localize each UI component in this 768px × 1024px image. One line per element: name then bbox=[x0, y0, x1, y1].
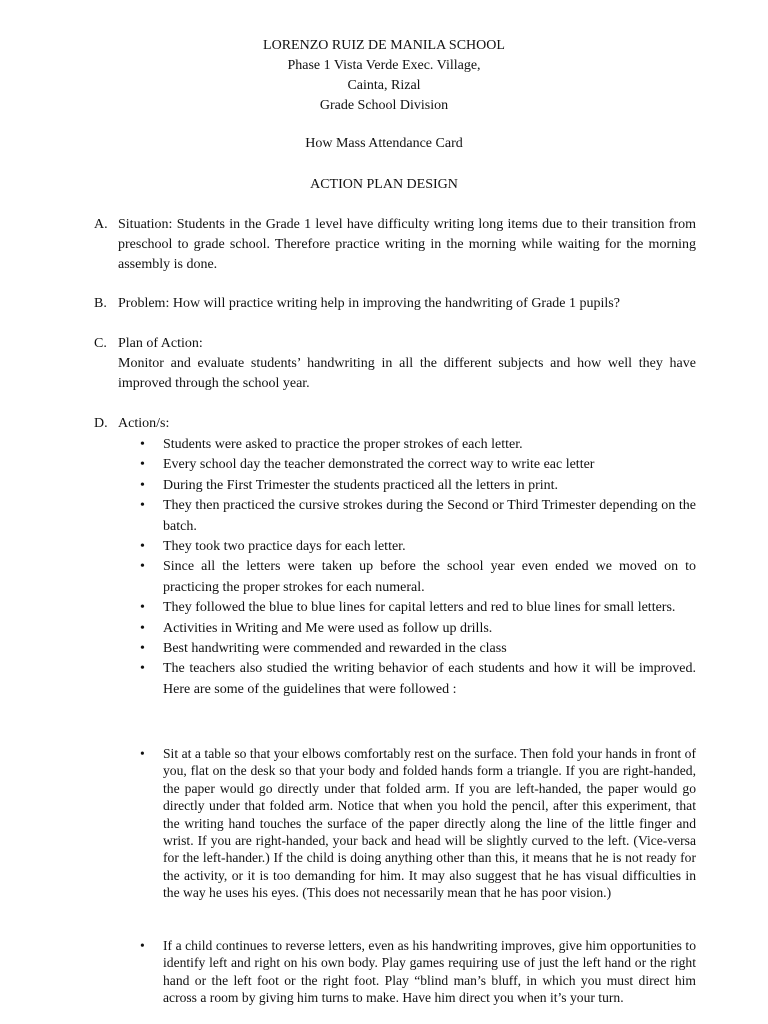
list-item: • Since all the letters were taken up before the school year even ended we moved on to practicing the proper strokes for each numeral. bbox=[140, 559, 696, 595]
list-item: • Students were asked to practice the proper strokes of each letter. bbox=[140, 437, 523, 452]
plan-title: ACTION PLAN DESIGN bbox=[310, 177, 458, 192]
actions-list bbox=[140, 435, 696, 700]
list-item: • Best handwriting were commended and rewarded in the class bbox=[140, 641, 507, 657]
section-a-letter: A. bbox=[94, 217, 108, 232]
school-division: Grade School Division bbox=[319, 98, 449, 113]
bullet: • bbox=[140, 746, 145, 761]
school-address-line-2: Cainta, Rizal bbox=[347, 78, 421, 93]
list-item: • They took two practice days for each letter. bbox=[140, 539, 406, 555]
list-item: • They then practiced the cursive strokes during the Second or Third Trimester depending on the batch. bbox=[140, 498, 696, 534]
guideline-posture bbox=[140, 745, 696, 902]
guideline-posture-text: Sit at a table so that your elbows comfortably rest on the surface. Then fold your hands in front of you, flat on the desk so that your body and folded hands form a triangle. If you are right-handed, the paper would go directly under that folded arm. If you are left-handed, the paper would go directly under that folded arm. Notice that when you hold the pencil, after this experiment, that the writing hand touches the surface of the paper directly along the line of the little finger and wrist. If you are right-handed, your back and head will be slightly curved to the left. (Vice-versa for the left-hander.) If the child is doing anything other than this, it means that he is not ready for the activity, or it is too demanding for him. It may also suggest that he has visual difficulties in the way he uses his eyes. (This does not necessarily mean that he has poor vision.) bbox=[163, 746, 696, 901]
list-item: • During the First Trimester the students practiced all the letters in print. bbox=[140, 477, 559, 493]
school-header bbox=[0, 36, 768, 116]
guideline-reversal-text: If a child continues to reverse letters, even as his handwriting improves, give him opportunities to identify left and right on his own body. Play games requiring use of just the left hand or the right hand or the left foot or the right foot. Play “blind man’s bluff, in which you must direct him across a room by giving him turns to make. Have him direct you when it’s your turn. bbox=[163, 938, 696, 1006]
section-d-letter: D. bbox=[94, 416, 108, 431]
list-item: • The teachers also studied the writing behavior of each students and how it will be improved. Here are some of the guidelines that were followed : bbox=[140, 661, 696, 697]
section-c-letter: C. bbox=[94, 336, 107, 351]
list-item: • They followed the blue to blue lines for capital letters and red to blue lines for small letters. bbox=[140, 600, 676, 616]
section-d-heading: Action/s: bbox=[118, 416, 170, 431]
section-b-problem bbox=[94, 294, 696, 314]
section-c-text: Monitor and evaluate students’ handwriting in all the different subjects and how well they have improved through the school year. bbox=[118, 356, 696, 391]
section-d-actions bbox=[94, 414, 696, 434]
section-b-letter: B. bbox=[94, 296, 107, 311]
section-a-text: Situation: Students in the Grade 1 level have difficulty writing long items due to their transition from preschool to grade school. Therefore practice writing in the morning while waiting for the morning assembly is done. bbox=[118, 217, 696, 272]
card-title: How Mass Attendance Card bbox=[305, 136, 463, 151]
section-c-plan bbox=[94, 334, 696, 394]
school-address-line-1: Phase 1 Vista Verde Exec. Village, bbox=[287, 58, 481, 73]
section-a-situation bbox=[94, 215, 696, 275]
list-item: • Every school day the teacher demonstrated the correct way to write eac letter bbox=[140, 457, 595, 473]
school-name: LORENZO RUIZ DE MANILA SCHOOL bbox=[263, 38, 505, 53]
list-item: • Activities in Writing and Me were used as follow up drills. bbox=[140, 620, 493, 636]
section-b-text: Problem: How will practice writing help in improving the handwriting of Grade 1 pupils? bbox=[118, 296, 620, 311]
guideline-reversal bbox=[140, 937, 696, 1007]
section-c-heading: Plan of Action: bbox=[118, 336, 203, 351]
bullet: • bbox=[140, 938, 145, 953]
